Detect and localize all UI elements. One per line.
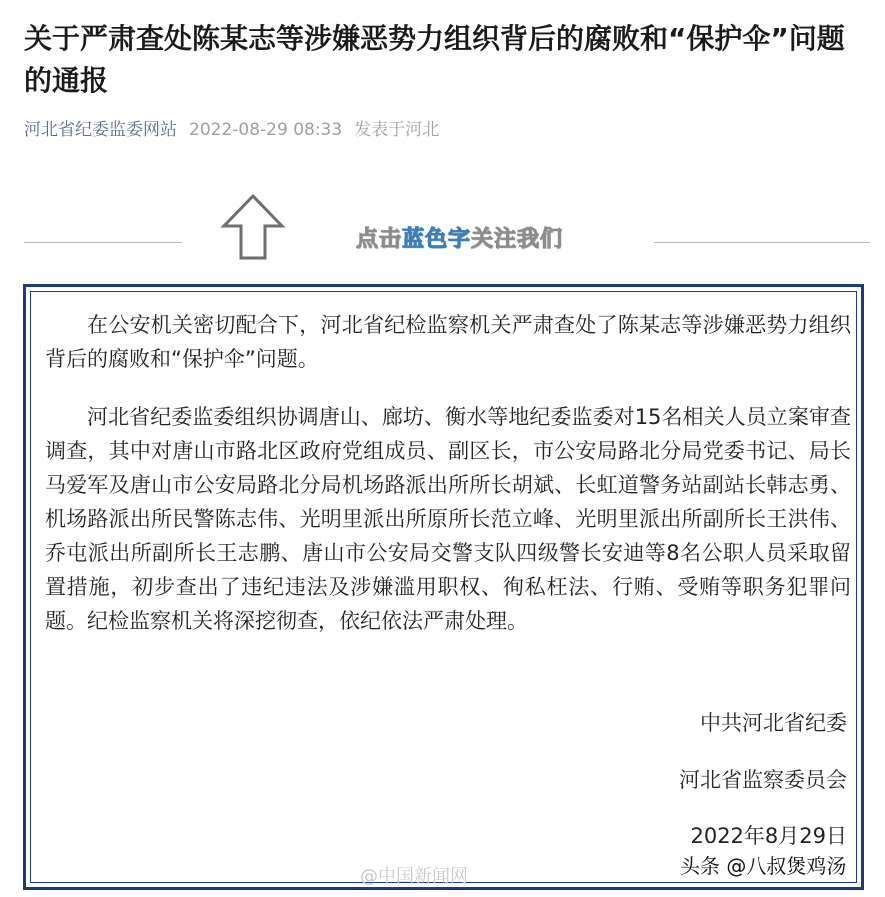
follow-banner[interactable] (356, 224, 563, 256)
source-link[interactable]: 河北省纪委监委网站 (24, 120, 177, 140)
toutiao-watermark: 头条 @八叔煲鸡汤 (680, 854, 847, 878)
article-meta (24, 118, 439, 142)
publish-time: 2022-08-29 08:33 (189, 120, 343, 140)
up-arrow-icon (220, 192, 286, 262)
publish-location: 发表于河北 (354, 120, 440, 140)
follow-suffix: 关注我们 (471, 227, 564, 252)
divider-right (654, 242, 870, 243)
notice-paragraph-1: 在公安机关密切配合下，河北省纪检监察机关严肃查处了陈某志等涉嫌恶势力组织背后的腐败和“保护伞”问题。 (45, 313, 851, 371)
weibo-watermark: @中国新闻网 (360, 866, 468, 887)
signature-org-1: 中共河北省纪委 (700, 711, 847, 735)
divider-left (24, 242, 182, 243)
follow-highlight: 蓝色字 (402, 227, 472, 252)
notice-paragraph-2: 河北省纪委监委组织协调唐山、廊坊、衡水等地纪委监委对15名相关人员立案审查调查，其中对唐山市路北区政府党组成员、副区长，市公安局路北分局党委书记、局长马爱军及唐山市公安局路北分局机场路派出所所长胡斌、长虹道警务站副站长韩志勇、机场路派出所民警陈志伟、光明里派出所原所长范立峰、光明里派出所副所长王洪伟、乔屯派出所副所长王志鹏、唐山市公安局交警支队四级警长安迪等8名公职人员采取留置措施，初步查出了违纪违法及涉嫌滥用职权、徇私枉法、行贿、受贿等职务犯罪问题。纪检监察机关将深挖彻查，依纪依法严肃处理。 (45, 405, 851, 633)
article-title: 关于严肃查处陈某志等涉嫌恶势力组织背后的腐败和“保护伞”问题的通报 (24, 22, 845, 97)
signature-org-2: 河北省监察委员会 (679, 768, 847, 792)
follow-prefix: 点击 (356, 227, 403, 252)
signature-date: 2022年8月29日 (690, 824, 847, 848)
